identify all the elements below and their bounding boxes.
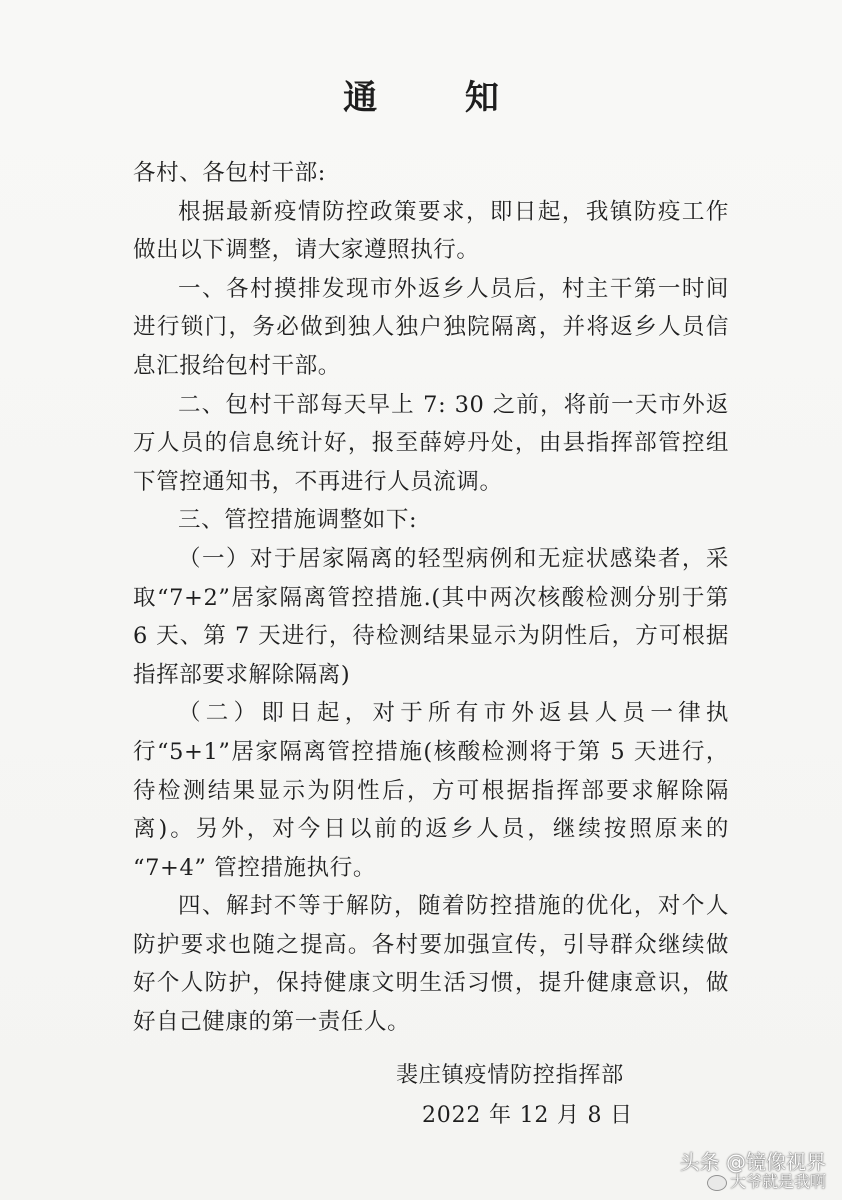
document-body — [133, 154, 729, 1042]
paragraph-item-4: 四、解封不等于解防，随着防控措施的优化，对个人防护要求也随之提高。各村要加强宣传，引导群众继续做好个人防护，保持健康文明生活习惯，提升健康意识，做好自己健康的第一责任人。 — [133, 893, 729, 1036]
paragraph-item-3-sub-2: （二）即日起，对于所有市外返县人员一律执行“5+1”居家隔离管控措施(核酸检测将于第 5 天进行，待检测结果显示为阴性后，方可根据指挥部要求解除隔离)。另外，对今日以前的返乡人员，继续按照原来的 “7+4” 管控措施执行。 — [133, 700, 729, 881]
paragraph-intro: 根据最新疫情防控政策要求，即日起，我镇防疫工作做出以下调整，请大家遵照执行。 — [133, 198, 729, 264]
signature-date: 2022 年 12 月 8 日 — [422, 1103, 633, 1128]
signature-organization: 裴庄镇疫情防控指挥部 — [396, 1063, 625, 1088]
weibo-icon — [707, 1175, 727, 1191]
watermark — [680, 1152, 826, 1192]
paragraph-item-2: 二、包村干部每天早上 7: 30 之前，将前一天市外返万人员的信息统计好，报至薛婷丹处，由县指挥部管控组下管控通知书，不再进行人员流调。 — [133, 391, 729, 495]
watermark-line-2-text: 大爷就是我啊 — [729, 1172, 826, 1191]
document-title: 通 知 — [343, 78, 537, 118]
salutation: 各村、各包村干部: — [133, 160, 326, 186]
watermark-line-1: 头条 @镜像视界 — [679, 1150, 826, 1174]
paragraph-item-3-sub-1: （一）对于居家隔离的轻型病例和无症状感染者，采取“7+2”居家隔离管控措施.(其中两次核酸检测分别于第 6 天、第 7 天进行，待检测结果显示为阴性后，方可根据指挥部要求解除隔离) — [133, 545, 729, 688]
paragraph-item-1: 一、各村摸排发现市外返乡人员后，村主干第一时间进行锁门，务必做到独人独户独院隔离，并将返乡人员信息汇报给包村干部。 — [133, 275, 729, 379]
watermark-line-2 — [680, 1172, 826, 1192]
paragraph-item-3: 三、管控措施调整如下: — [178, 507, 418, 534]
